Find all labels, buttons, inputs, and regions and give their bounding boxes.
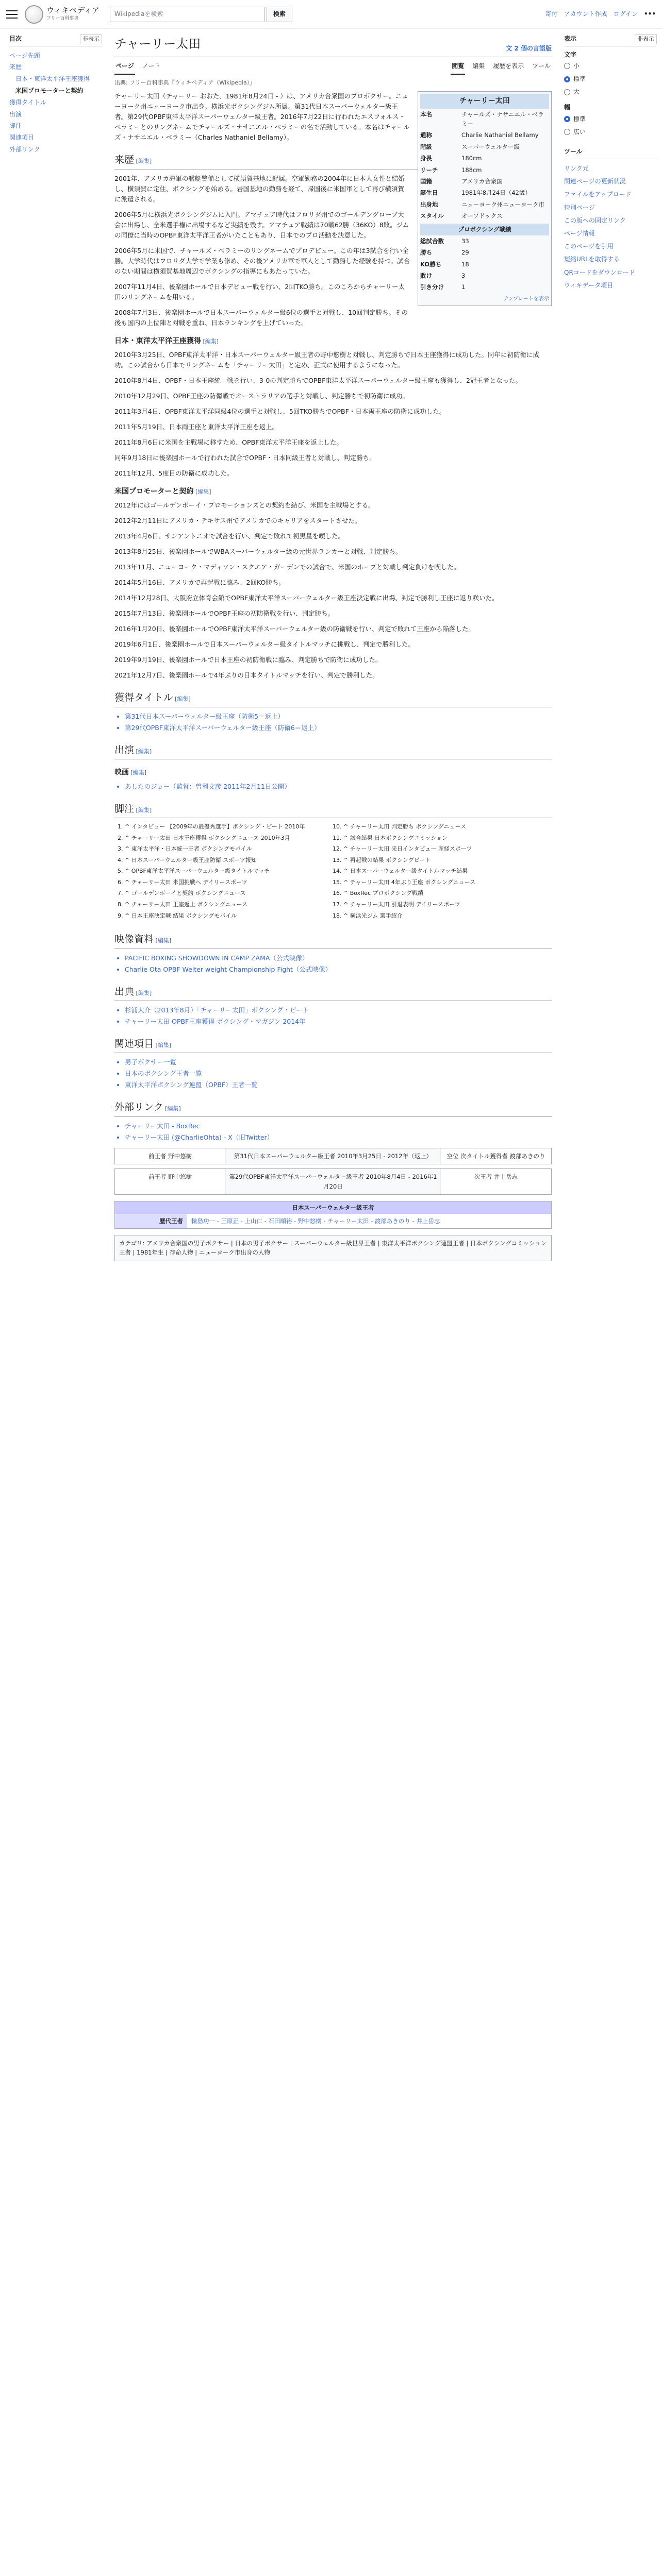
next-holder[interactable]: 空位 次タイトル獲得者 渡部あきのり: [446, 1152, 545, 1160]
list-item[interactable]: • あしたのジョー（監督：曽利文彦 2011年2月11日公開）: [125, 782, 552, 792]
paragraph: 2015年7月13日、後楽園ホールでOPBF王座の初防衛戦を行い、判定勝ち。: [114, 609, 335, 618]
section-heading: [114, 486, 552, 497]
reference-list: [125, 822, 552, 922]
text-size-options: [564, 60, 657, 99]
tab-item[interactable]: ノート: [142, 62, 161, 70]
edit-section-link[interactable]: 編集: [157, 937, 169, 944]
infobox-value: Charlie Nathaniel Bellamy: [461, 131, 539, 139]
paragraph: 2010年3月25日、OPBF東洋太平洋・日本スーパーウェルター級王者の野中悠樹と対戦し、判定勝ちで日本王座獲得に成功した。同年に初防衛に成功。この試合から日本でリングネームを「チャーリー太田」と定め、正式に使用するようになった。: [114, 350, 539, 369]
radio-icon[interactable]: [564, 76, 570, 82]
tool-link[interactable]: 特別ページ: [564, 204, 595, 211]
paragraph: 2019年6月1日、後楽園ホールで日本スーパーウェルター級タイトルマッチに挑戦し、判定で勝利した。: [114, 640, 415, 649]
navbox-value[interactable]: 輪島功一 - 三原正 - 上山仁 - 石田順裕 - 野中悠樹 - チャーリー太田 - 渡部あきのり - 井上岳志: [187, 1214, 551, 1228]
navbox-key: 歴代王者: [115, 1214, 187, 1228]
section-title: 脚注: [114, 803, 135, 815]
main-content: [107, 29, 559, 1261]
tab-item[interactable]: ツール: [532, 62, 551, 70]
edit-link-wrapper: [編集]: [134, 748, 152, 755]
edit-section-link[interactable]: 編集: [138, 989, 150, 996]
language-button[interactable]: 文 2 個の言語版: [506, 45, 552, 53]
radio-icon[interactable]: [564, 89, 570, 95]
more-menu-icon[interactable]: •••: [643, 10, 656, 18]
infobox-key: 引き分け: [420, 283, 444, 291]
succession-row: [115, 1169, 551, 1194]
paragraph: 2010年12月29日、OPBF王座の防衛戦でオーストラリアの選手と対戦し、判定勝ちで初防衛に成功。: [114, 392, 409, 400]
edit-section-link[interactable]: 編集: [133, 769, 144, 776]
user-links: [545, 9, 656, 19]
tab-item[interactable]: 履歴を表示: [493, 62, 524, 70]
site-sub: 出典: フリー百科事典『ウィキペディア（Wikipedia）』: [114, 79, 256, 86]
reference-item[interactable]: 10. ^ チャーリー太田 判定勝ち ボクシングニュース: [343, 822, 552, 832]
edit-section-link[interactable]: 編集: [167, 1105, 179, 1112]
appearance-hide-button[interactable]: 非表示: [635, 34, 657, 44]
infobox-row: [420, 199, 549, 210]
navbox: [114, 1201, 552, 1229]
edit-section-link[interactable]: 編集: [197, 488, 209, 495]
reference-item[interactable]: 6. ^ チャーリー太田 米国挑戦へ デイリースポーツ: [125, 878, 333, 887]
site-logo[interactable]: [25, 5, 100, 24]
tab-item[interactable]: 閲覧: [451, 59, 465, 74]
list-item[interactable]: • 第31代日本スーパーウェルター級王座（防衛5＝返上）: [125, 711, 552, 722]
succession-row: [115, 1148, 551, 1164]
section-heading: [114, 742, 552, 759]
radio-option[interactable]: [564, 126, 657, 139]
reference-item[interactable]: 7. ^ ゴールデンボーイと契約 ボクシングニュース: [125, 889, 333, 898]
paragraph: 2016年1月20日、後楽園ホールでOPBF東洋太平洋スーパーウェルター級の防衛戦を行い、判定で敗れて王座から陥落した。: [114, 625, 475, 633]
section-title: 米国プロモーターと契約: [114, 487, 194, 496]
infobox-row: [420, 141, 549, 152]
paragraph: 2013年8月25日、後楽園ホールでWBAスーパーウェルター級の元世界ランカーと対戦、判定勝ち。: [114, 548, 402, 556]
reference-item[interactable]: 11. ^ 試合結果 日本ボクシングコミッション: [343, 834, 552, 843]
paragraph: 2014年12月28日、大阪府立体育会館でOPBF東洋太平洋スーパーウェルター級王座決定戦に出場、判定で勝利し王座に返り咲いた。: [114, 594, 499, 602]
radio-option[interactable]: [564, 86, 657, 98]
infobox-row: [420, 176, 549, 187]
paragraph: 2019年9月19日、後楽園ホールで日本王座の初防衛戦に臨み、判定勝ちで防衛に成功した。: [114, 656, 382, 664]
succession-boxes: [114, 1148, 552, 1195]
infobox-record: [420, 235, 549, 293]
list-item[interactable]: • 男子ボクサー一覧: [125, 1057, 552, 1067]
tools-title: ツール: [564, 147, 583, 155]
reference-item[interactable]: 4. ^ 日本スーパーウェルター級王座防衛 スポーツ報知: [125, 856, 333, 865]
radio-option[interactable]: [564, 113, 657, 126]
search-input[interactable]: Wikipediaを検索: [110, 7, 264, 22]
previous-holder[interactable]: 前王者 野中悠樹: [115, 1148, 226, 1164]
edit-section-link[interactable]: 編集: [177, 696, 189, 703]
infobox-row: [420, 129, 549, 141]
edit-link-wrapper: [編集]: [154, 1042, 172, 1049]
radio-label: 標準: [573, 115, 586, 123]
table-of-contents: [4, 29, 107, 1261]
infobox-title: チャーリー太田: [420, 94, 549, 108]
namespace-tabs: [114, 59, 161, 74]
edit-link-wrapper: [編集]: [163, 1105, 181, 1112]
search-form: [110, 7, 292, 22]
toc-header: [9, 34, 102, 47]
infobox-row: [420, 152, 549, 164]
reference-item[interactable]: 12. ^ チャーリー太田 来日インタビュー 産経スポーツ: [343, 844, 552, 854]
toc-item[interactable]: 米国プロモーターと契約: [15, 87, 84, 94]
toc-item[interactable]: 外部リンク: [9, 145, 40, 153]
section-title: 映像資料: [114, 934, 154, 945]
title-bar: [114, 34, 552, 57]
title-held: 第31代日本スーパーウェルター級王者 2010年3月25日 - 2012年（返上）: [226, 1148, 441, 1164]
infobox-key: 身長: [420, 155, 432, 162]
edit-link-wrapper: [編集]: [134, 989, 152, 996]
infobox-key: 通称: [420, 131, 432, 139]
section-title: 出演: [114, 744, 135, 756]
bullet-list: [125, 1005, 552, 1027]
width-options: [564, 113, 657, 139]
edit-link-wrapper: [編集]: [193, 488, 211, 495]
list-item[interactable]: • 杉浦大介（2013年8月）「チャーリー太田」ボクシング・ビート: [125, 1005, 552, 1015]
category-links[interactable]: カテゴリ: アメリカ合衆国の男子ボクサー | 日本の男子ボクサー | スーパーウェルター級世界王者 | 東洋太平洋ボクシング連盟王者 | 日本ボクシングコミッション王者 | 1981年生 | 存命人物 | ニューヨーク市出身の人物: [114, 1235, 552, 1261]
paragraph: 同年9月18日に後楽園ホールで行われた試合でOPBF・日本同級王者と対戦し、判定勝ち。: [114, 453, 376, 462]
infobox-value: 33: [461, 237, 469, 245]
site-name: ウィキペディア: [46, 6, 100, 15]
list-item[interactable]: • Charlie Ota OPBF Welter weight Championship Fight（公式映像）: [125, 964, 552, 975]
view-tabs: [451, 59, 552, 74]
radio-label: 標準: [573, 75, 586, 82]
infobox-row: [420, 281, 549, 293]
create-account-link[interactable]: アカウント作成: [564, 10, 607, 18]
radio-icon[interactable]: [564, 116, 570, 122]
edit-link-wrapper: [編集]: [154, 937, 172, 944]
list-item[interactable]: • PACIFIC BOXING SHOWDOWN IN CAMP ZAMA（公式映像）: [125, 953, 552, 963]
infobox-value: 3: [461, 272, 466, 280]
list-item[interactable]: • チャーリー太田 (@CharlieOhta) - X（旧Twitter）: [125, 1132, 552, 1143]
toc-item[interactable]: 来歴: [9, 63, 22, 71]
article-body: [114, 91, 552, 1261]
infobox-value: 1981年8月24日（42歳）: [461, 189, 531, 197]
reference-item[interactable]: 14. ^ 日本スーパーウェルター級タイトルマッチ結果: [343, 867, 552, 876]
reference-item[interactable]: 8. ^ チャーリー太田 王座返上 ボクシングニュース: [125, 900, 333, 909]
infobox-key: スタイル: [420, 212, 444, 220]
section-heading: [114, 767, 552, 778]
infobox-record-heading: プロボクシング戦績: [420, 224, 549, 235]
tool-link[interactable]: ウィキデータ項目: [564, 281, 614, 289]
edit-link-wrapper: [編集]: [129, 769, 147, 776]
page-tabs: [114, 57, 552, 75]
toc-hide-button[interactable]: 非表示: [80, 34, 102, 44]
radio-label: 大: [573, 88, 580, 96]
reference-item[interactable]: 17. ^ チャーリー太田 引退表明 デイリースポーツ: [343, 900, 552, 909]
section-heading: [114, 335, 552, 347]
infobox-value: オーソドックス: [461, 212, 503, 220]
login-link[interactable]: ログイン: [613, 10, 638, 18]
infobox-value: アメリカ合衆国: [461, 177, 503, 185]
list-item[interactable]: • チャーリー太田 OPBF王座獲得 ボクシング・マガジン 2014年: [125, 1016, 552, 1027]
infobox-key: 階級: [420, 143, 432, 150]
reference-item[interactable]: 2. ^ チャーリー太田 日本王座獲得 ボクシングニュース 2010年3月: [125, 834, 333, 843]
reference-item[interactable]: 13. ^ 再起戦の結果 ボクシングビート: [343, 856, 552, 865]
text-size-label: 文字: [564, 50, 577, 58]
site-tagline: フリー百科事典: [46, 15, 79, 21]
appearance-header: [564, 34, 657, 47]
tool-link[interactable]: QRコードをダウンロード: [564, 268, 635, 276]
tool-link[interactable]: 短縮URLを取得する: [564, 256, 620, 263]
appearance-title: 表示: [564, 35, 577, 42]
wikipedia-globe-icon: [25, 5, 43, 24]
tab-item[interactable]: 編集: [472, 62, 485, 70]
edit-section-link[interactable]: 編集: [205, 337, 217, 345]
edit-link-wrapper: [編集]: [134, 806, 152, 814]
infobox-row: [420, 235, 549, 247]
infobox: [418, 91, 552, 306]
infobox-key: KO勝ち: [420, 260, 442, 268]
paragraph: 2011年12月、5度目の防衛に成功した。: [114, 469, 234, 477]
section-heading: [114, 690, 552, 707]
paragraph: 2010年8月4日、OPBF・日本王座統一戦を行い、3-0の判定勝ちでOPBF東洋太平洋スーパーウェルター級王座も獲得し、2冠王者となった。: [114, 376, 522, 384]
toc-title: 目次: [9, 35, 22, 42]
tool-link[interactable]: ページ情報: [564, 230, 595, 238]
tool-link[interactable]: 関連ページの更新状況: [564, 178, 626, 185]
paragraph: 2012年にはゴールデンボーイ・プロモーションズとの契約を結び、米国を主戦場とする。: [114, 501, 375, 510]
list-item[interactable]: • チャーリー太田 - BoxRec: [125, 1121, 552, 1131]
infobox-value: 1: [461, 283, 466, 291]
navbox-row: [115, 1214, 551, 1228]
edit-section-link[interactable]: 編集: [138, 158, 150, 165]
paragraph: 2006年5月に米国で、チャールズ・ベラミーのリングネームでプロデビュー。この年は3試合を行い全勝。大学時代はフロリダ大学で学業も修め、その後アメリカ軍で軍人として勤務した経験を持つ。試合のない期間は横須賀基地周辺でボクシングの指導にもあたっていた。: [114, 246, 410, 275]
reference-item[interactable]: 1. ^ インタビュー 【2009年の最優秀選手】ボクシング・ビート 2010年: [125, 822, 333, 832]
page-title: チャーリー太田: [114, 37, 201, 51]
reference-item[interactable]: 16. ^ BoxRec プロボクシング戦績: [343, 889, 552, 898]
paragraph: 2021年12月7日、後楽園ホールで4年ぶりの日本タイトルマッチを行い、判定で勝利した。: [114, 671, 379, 680]
previous-holder[interactable]: 前王者 野中悠樹: [115, 1169, 226, 1194]
appearance-panel: [559, 29, 657, 1261]
navbox-rows: [115, 1214, 551, 1228]
toc-item[interactable]: 獲得タイトル: [9, 98, 46, 106]
bullet-list: [125, 782, 552, 792]
donate-link[interactable]: 寄付: [545, 10, 558, 18]
paragraph: 2007年11月4日、後楽園ホールで日本デビュー戦を行い、2回TKO勝ち。このころからチャーリー太田のリングネームを用いる。: [114, 282, 405, 301]
section-title: 関連項目: [114, 1038, 154, 1050]
list-item[interactable]: • 第29代OPBF東洋太平洋スーパーウェルター級王座（防衛6＝返上）: [125, 723, 552, 733]
template-link[interactable]: テンプレートを表示: [503, 296, 549, 302]
infobox-value: 180cm: [461, 155, 482, 162]
reference-item[interactable]: 18. ^ 横浜光ジム 選手紹介: [343, 911, 552, 921]
infobox-row: [420, 210, 549, 222]
section-title: 来歴: [114, 154, 135, 166]
radio-icon[interactable]: [564, 129, 570, 135]
menu-icon[interactable]: [6, 10, 18, 19]
reference-item[interactable]: 5. ^ OPBF東洋太平洋スーパーウェルター級タイトルマッチ: [125, 867, 333, 876]
radio-label: 小: [573, 62, 580, 70]
bullet-list: [125, 711, 552, 733]
navbox-heading: 日本スーパーウェルター級王者: [115, 1201, 551, 1214]
infobox-row: [420, 270, 549, 281]
edit-link-wrapper: [編集]: [201, 337, 219, 345]
infobox-row: [420, 109, 549, 130]
paragraph: 2014年5月16日、アメリカで再起戦に臨み、2回KO勝ち。: [114, 579, 285, 587]
infobox-row: [420, 259, 549, 270]
paragraph: 2008年7月3日、後楽園ホールで日本スーパーウェルター級6位の選手と対戦し、10回判定勝ち。その後も国内の上位陣と対戦を重ね、日本ランキングを上げていった。: [114, 308, 408, 327]
infobox-key: 出身地: [420, 200, 438, 208]
infobox-key: 敗け: [420, 272, 432, 280]
tool-link[interactable]: ファイルをアップロード: [564, 191, 632, 198]
intro-paragraph: チャーリー太田（チャーリー おおた、1981年8月24日 - ）は、アメリカ合衆国のプロボクサー。ニューヨーク州ニューヨーク市出身。横浜光ボクシングジム所属。第31代日本スーパーウェルター級王者。第29代OPBF東洋太平洋スーパーウェルター級王者。2016年7月22日に行われたエスフォルス・ベラミーとのリングネームでチャールズ・ナサニエル・ベラミーの名で活動している。本名はチャールズ・ナサニエル・ベラミー（Charles Nathaniel Bellamy）。: [114, 92, 410, 142]
radio-label: 広い: [573, 128, 586, 135]
infobox-row: [420, 187, 549, 198]
search-button[interactable]: 検索: [267, 7, 292, 22]
infobox-row: [420, 164, 549, 176]
edit-link-wrapper: [編集]: [134, 158, 152, 165]
infobox-value: スーパーウェルター級: [461, 143, 520, 150]
section-heading: [114, 931, 552, 948]
tools-header: [564, 147, 657, 159]
tab-item[interactable]: ページ: [114, 59, 135, 74]
paragraph: 2012年2月11日にアメリカ・テキサス州でアメリカでのキャリアをスタートさせた。: [114, 517, 361, 525]
next-holder[interactable]: 次王者 井上岳志: [474, 1173, 518, 1181]
section-title: 映画: [114, 768, 129, 777]
paragraph: 2013年4月6日、サンアントニオで試合を行い、判定で敗れて初黒星を喫した。: [114, 532, 345, 540]
infobox-rows: [420, 109, 549, 222]
succession-box: [114, 1168, 552, 1195]
infobox-row: [420, 247, 549, 258]
header: [0, 0, 662, 29]
reference-item[interactable]: 15. ^ チャーリー太田 4年ぶり王座 ボクシングニュース: [343, 878, 552, 887]
section-heading: [114, 1036, 552, 1053]
infobox-key: 国籍: [420, 177, 432, 185]
infobox-key: 本名: [420, 110, 432, 118]
toc-item[interactable]: 脚注: [9, 122, 22, 130]
radio-icon[interactable]: [564, 63, 570, 69]
edit-link-wrapper: [編集]: [173, 696, 191, 703]
paragraph: 2013年11月、ニューヨーク・マディソン・スクエア・ガーデンでの試合で、米国のホープと対戦し判定負けを喫した。: [114, 563, 460, 571]
toc-item[interactable]: 関連項目: [9, 134, 35, 142]
section-heading: [114, 801, 552, 818]
toc-list: [9, 50, 102, 156]
list-item[interactable]: • 日本のボクシング王者一覧: [125, 1069, 552, 1079]
infobox-key: 総試合数: [420, 237, 444, 245]
paragraph: 2006年5月に横浜光ボクシングジムに入門。アマチュア時代はフロリダ州でのゴールデングローブ大会に出場し、全米選手権に出場するなど実績を残す。アマチュア戦績は70戦62勝（36KO）8敗。ジムの同僚に当時のOPBF東洋太平洋王者がいたこともあり、日本でのプロ活動を決意した。: [114, 210, 409, 239]
toc-item[interactable]: ページ先頭: [9, 52, 40, 59]
section-title: 出典: [114, 986, 135, 997]
section-title: 日本・東洋太平洋王座獲得: [114, 336, 201, 345]
toc-item[interactable]: 日本・東洋太平洋王座獲得: [15, 75, 90, 83]
width-label: 幅: [564, 104, 571, 111]
section-heading: [114, 984, 552, 1001]
succession-box: [114, 1148, 552, 1164]
section-heading: [114, 1099, 552, 1116]
paragraph: 2011年8月6日に米国を主戦場に移すため、OPBF東洋太平洋王座を返上した。: [114, 438, 343, 446]
title-held: 第29代OPBF東洋太平洋スーパーウェルター級王者 2010年8月4日 - 2016年1月20日: [226, 1169, 441, 1194]
reference-item[interactable]: 3. ^ 東洋太平洋・日本統一王者 ボクシングモバイル: [125, 844, 333, 854]
paragraph: 2011年3月4日、OPBF東洋太平洋同級4位の選手と対戦し、5回TKO勝ちでOPBF・日本両王座の防衛に成功した。: [114, 407, 446, 415]
bullet-list: [125, 1121, 552, 1143]
tools-list: [564, 162, 657, 292]
infobox-value: 18: [461, 260, 469, 268]
paragraph: 2011年5月19日、日本両王座と東洋太平洋王座を返上。: [114, 422, 279, 431]
infobox-value: 29: [461, 249, 469, 257]
reference-item[interactable]: 9. ^ 日本王座決定戦 結果 ボクシングモバイル: [125, 911, 333, 921]
infobox-key: リーチ: [420, 166, 438, 174]
tool-link[interactable]: このページを引用: [564, 243, 614, 250]
radio-option[interactable]: [564, 60, 657, 73]
paragraph: 2001年、アメリカ海軍の艦艇警備として横須賀基地に配属。空軍勤務の2004年に日本人女性と結婚し、横須賀に定住、ボクシングを始める。岩国基地の勤務を経て、帰国後に米国軍として再び横須賀に派遣される。: [114, 174, 405, 203]
infobox-key: 勝ち: [420, 249, 432, 257]
tool-link[interactable]: リンク元: [564, 165, 589, 173]
edit-section-link[interactable]: 編集: [138, 748, 150, 755]
edit-section-link[interactable]: 編集: [157, 1042, 169, 1049]
infobox-key: 誕生日: [420, 189, 438, 197]
list-item[interactable]: • 東洋太平洋ボクシング連盟（OPBF）王者一覧: [125, 1080, 552, 1090]
bullet-list: [125, 953, 552, 975]
toc-item[interactable]: 出演: [9, 110, 22, 118]
bullet-list: [125, 1057, 552, 1090]
edit-section-link[interactable]: 編集: [138, 806, 150, 814]
infobox-value: 188cm: [461, 166, 482, 174]
radio-option[interactable]: [564, 73, 657, 86]
tool-link[interactable]: この版への固定リンク: [564, 216, 626, 224]
infobox-value: ニューヨーク州ニューヨーク市: [461, 200, 544, 208]
section-title: 外部リンク: [114, 1101, 163, 1113]
section-title: 獲得タイトル: [114, 692, 173, 704]
infobox-value: チャールズ・ナサニエル・ベラミー: [461, 110, 544, 127]
